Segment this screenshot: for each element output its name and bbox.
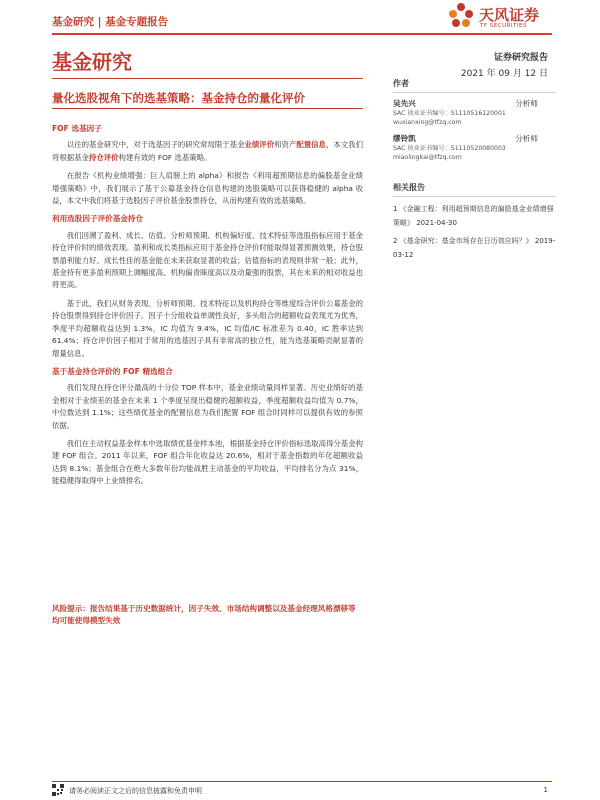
analyst-email[interactable]: wuxianxing@tfzq.com bbox=[393, 119, 462, 126]
analyst-role: 分析师 bbox=[515, 99, 538, 108]
analyst-name: 吴先兴 bbox=[393, 99, 416, 108]
page-number: 1 bbox=[543, 786, 548, 794]
logo-text: 天风证券 bbox=[479, 6, 540, 24]
paragraph: 我们回溯了盈利、成长、估值、分析师预期、机构偏好度、技术特征等选股指标应用于基金持仓评价时的绩效表现。盈利和成长类指标应用于基金持仓评价时能取得显著预测效果，持仓股票盈利能力好、成长性佳的基金能在未来获取显著的收益；估值指标的表现则非常一般；此外，基金持有更多盈利预期上调幅度高、机构偏青睐度高以及动量强的股票，其在未来的相对收益也将更高。 bbox=[52, 230, 363, 290]
related-report-item[interactable]: 1 《金融工程：利用超预期信息的偏股基金业绩增强策略》 2021-04-30 bbox=[393, 205, 554, 227]
logo-mark-icon bbox=[447, 2, 475, 30]
risk-warning: 风险提示：报告结果基于历史数据统计，因子失效、市场结构调整以及基金经理风格漂移等均可能使得模型失效 bbox=[52, 604, 356, 626]
related-heading: 相关报告 bbox=[393, 182, 556, 197]
report-subtitle: 量化选股视角下的选基策略：基金持仓的量化评价 bbox=[52, 91, 305, 105]
analyst-role: 分析师 bbox=[515, 134, 538, 143]
qr-code-icon bbox=[52, 784, 64, 796]
section-heading: 利用选股因子评价基金持仓 bbox=[52, 214, 144, 224]
section-heading: FOF 选基因子 bbox=[52, 124, 102, 133]
report-type: 证券研究报告 bbox=[493, 53, 548, 63]
title-rule bbox=[52, 78, 363, 79]
analyst-name: 缪铃凯 bbox=[393, 134, 416, 143]
analyst-license: SAC 执业证书编号：S1110516120001 bbox=[393, 110, 506, 117]
sidebar bbox=[393, 78, 556, 266]
footer-disclaimer: 请务必阅读正文之后的信息披露和免责申明 bbox=[69, 787, 202, 795]
authors-heading: 作者 bbox=[393, 78, 556, 93]
subtitle-rule bbox=[52, 108, 363, 109]
page-title: 基金研究 bbox=[52, 50, 132, 74]
paragraph: 基于此，我们从财务表现、分析师预期、技术特征以及机构持仓等维度综合评价公募基金的持仓股票得到持仓评价因子。因子十分组收益单调性良好，多头组合的超额收益表现尤为优秀，季度平均超额收益达到 1.3%，IC 均值为 9.4%，IC 均值/IC 标准差为 0.40，IC 胜率达到 61.4%；持仓评价因子相对于常用的选基因子具有非常高的独立性，能为选基策略贡献显著的增量信息。 bbox=[52, 298, 363, 358]
section-heading: 基于基金持仓评价的 FOF 精选组合 bbox=[52, 366, 173, 376]
header-rule bbox=[52, 33, 552, 35]
analyst-email[interactable]: miaolingkai@tfzq.com bbox=[393, 154, 462, 161]
analyst-card bbox=[393, 98, 556, 127]
related-reports bbox=[393, 182, 556, 262]
related-report-item[interactable]: 2 《基金研究：基金市场存在日历效应吗？》 2019-03-12 bbox=[393, 237, 556, 259]
paragraph: 以往的基金研究中，对于选基因子的研究常局限于基金业绩评价和资产配置信息，本文我们将根据基金持仓评价构建有效的 FOF 选基策略。 bbox=[52, 140, 363, 162]
paragraph: 我们发现在持仓评分最高的十分位 TOP 样本中，基金业绩动量同样显著。历史业绩好的基金相对于业绩差的基金在未来 1 个季度呈现出稳健的超额收益，季度超额收益均值为 0.7%，中位数达到 1.1%；这些绩优基金的配置信息为我们配置 FOF 组合时同样可以提供有效的参照依据。 bbox=[52, 383, 363, 430]
analyst-license: SAC 执业证书编号：S1110520080003 bbox=[393, 145, 506, 152]
paragraph: 在报告《机构业绩增强：巨人肩膀上的 alpha》和报告《利用超预期信息的偏股基金业绩增强策略》中，我们展示了基于公募基金持仓信息构建的选股策略可以获得稳健的 alpha 收益，本文中我们将基于选股因子评价基金股票持仓，从而构建有效的选基策略。 bbox=[52, 171, 363, 206]
report-date: 2021 年 09 月 12 日 bbox=[460, 69, 548, 79]
footer-rule bbox=[52, 781, 552, 782]
analyst-card bbox=[393, 133, 556, 162]
paragraph: 我们在主动权益基金样本中选取绩优基金样本池，根据基金持仓评价指标选取高得分基金构建 FOF 组合。2011 年以来，FOF 组合年化收益达 20.6%，相对于基金指数的年化超额收益达到 8.1%；基金组合在绝大多数年份均能战胜主动基金的平均收益，平均排名分为点 31%，能稳健得取得中上业绩排名。 bbox=[52, 438, 363, 486]
header-category: 基金研究 | 基金专题报告 bbox=[52, 16, 169, 28]
logo-subtext: TF SECURITIES bbox=[480, 23, 527, 29]
brand-logo bbox=[447, 2, 557, 32]
report-body bbox=[52, 123, 363, 494]
